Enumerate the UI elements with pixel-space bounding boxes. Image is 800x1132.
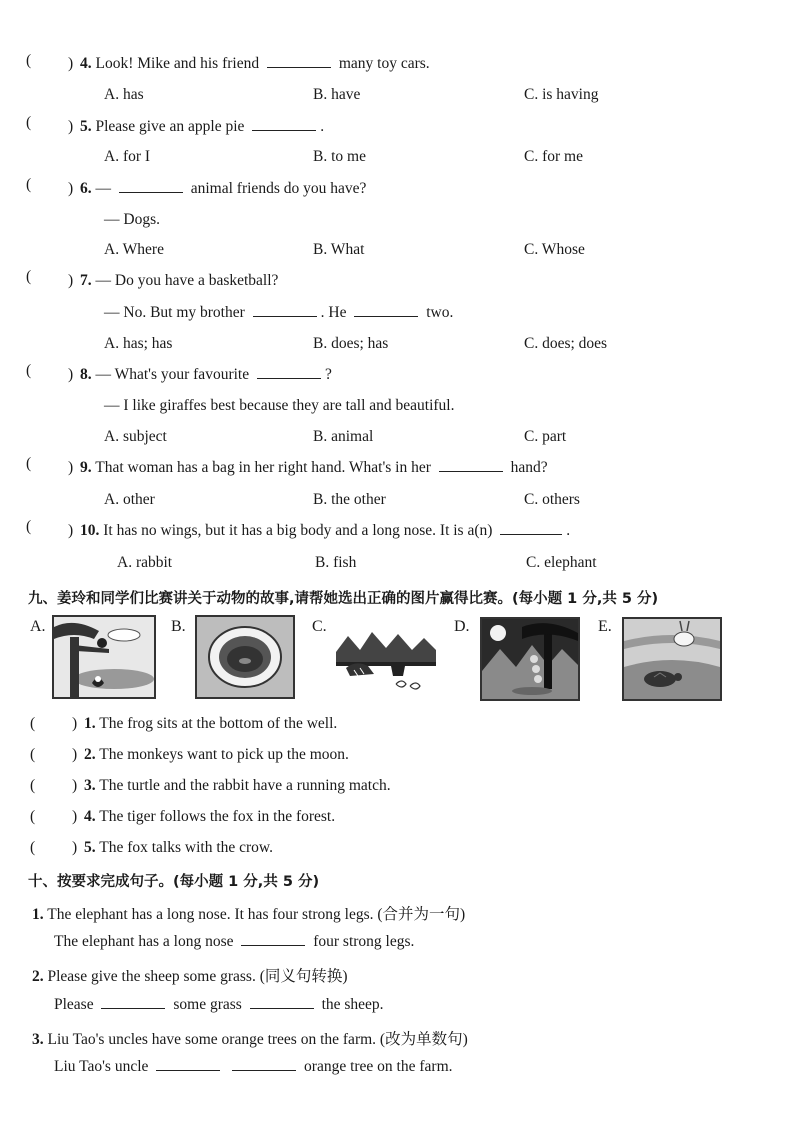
answer-bracket-open: ( — [26, 518, 32, 535]
option-a: A. rabbit — [117, 554, 173, 571]
item-number: 3. — [32, 1031, 44, 1048]
answer-bracket-close: ) — [68, 366, 74, 383]
matching-sentence — [84, 808, 335, 826]
option-c: C. is having — [524, 86, 599, 103]
option-b: B. to me — [313, 148, 366, 165]
question-text: It has no wings, but it has a big body and a long nose. It is a(n) — [103, 522, 493, 539]
answer-text: The elephant has a long nose — [54, 933, 234, 950]
question-number: 6. — [80, 180, 92, 197]
picture-tiger-and-fox — [334, 620, 438, 700]
answer-bracket-close: ) — [72, 777, 78, 794]
question-line — [80, 180, 366, 198]
answer-bracket-open: ( — [30, 808, 36, 825]
picture-label-e: E. — [598, 618, 612, 635]
option-c: C. for me — [524, 148, 583, 165]
picture-label-c: C. — [312, 618, 327, 635]
option-c: C. others — [524, 491, 580, 508]
fox-crow-illustration — [54, 617, 154, 697]
answer-text: the sheep. — [321, 996, 384, 1013]
answer-blank[interactable] — [267, 66, 331, 68]
question-line — [80, 366, 332, 384]
option-b: B. fish — [315, 554, 357, 571]
answer-bracket-open: ( — [26, 268, 32, 285]
answer-bracket-open: ( — [30, 839, 36, 856]
option-a: A. Where — [104, 241, 164, 258]
question-text: Please give an apple pie — [95, 118, 245, 135]
item-text: The fox talks with the crow. — [99, 839, 273, 856]
rewrite-answer-line — [54, 933, 414, 951]
prompt-text: Please give the sheep some grass. (同义句转换) — [47, 968, 348, 985]
question-text: — Do you have a basketball? — [95, 272, 279, 289]
question-line — [80, 118, 324, 136]
question-text: many toy cars. — [338, 55, 430, 72]
rewrite-answer-line — [54, 996, 384, 1014]
answer-bracket-open: ( — [30, 715, 36, 732]
option-a: A. has — [104, 86, 144, 103]
question-text: ? — [324, 366, 332, 383]
item-number: 2. — [32, 968, 44, 985]
answer-blank[interactable] — [119, 191, 183, 193]
rewrite-answer-line — [54, 1058, 453, 1076]
answer-text: Liu Tao's uncle — [54, 1058, 149, 1075]
question-line — [80, 459, 548, 477]
matching-sentence — [84, 777, 391, 795]
answer-line: — I like giraffes best because they are tall and beautiful. — [104, 397, 455, 414]
section-9-heading: 九、姜玲和同学们比赛讲关于动物的故事,请帮她选出正确的图片赢得比赛。(每小题 1 分,共 5 分) — [28, 591, 659, 607]
answer-bracket-close: ) — [72, 715, 78, 732]
option-b: B. have — [313, 86, 361, 103]
answer-blank[interactable] — [250, 1007, 314, 1009]
question-number: 4. — [80, 55, 92, 72]
option-c: C. elephant — [526, 554, 597, 571]
item-text: The turtle and the rabbit have a running match. — [99, 777, 391, 794]
answer-bracket-open: ( — [26, 176, 32, 193]
question-number: 10. — [80, 522, 100, 539]
answer-blank[interactable] — [101, 1007, 165, 1009]
option-a: A. for I — [104, 148, 151, 165]
question-number: 7. — [80, 272, 92, 289]
option-a: A. has; has — [104, 335, 173, 352]
answer-bracket-close: ) — [72, 808, 78, 825]
answer-bracket-close: ) — [68, 118, 74, 135]
option-c: C. Whose — [524, 241, 585, 258]
prompt-text: The elephant has a long nose. It has four strong legs. (合并为一句) — [47, 906, 466, 923]
option-a: A. other — [104, 491, 155, 508]
option-b: B. the other — [313, 491, 386, 508]
answer-bracket-open: ( — [26, 455, 32, 472]
answer-bracket-open: ( — [26, 52, 32, 69]
picture-label-b: B. — [171, 618, 186, 635]
question-number: 9. — [80, 459, 92, 476]
question-text: — What's your favourite — [95, 366, 250, 383]
well-illustration — [197, 617, 293, 697]
option-c: C. part — [524, 428, 567, 445]
matching-sentence — [84, 715, 337, 733]
item-number: 1. — [84, 715, 96, 732]
question-text: . — [566, 522, 571, 539]
answer-text: Please — [54, 996, 94, 1013]
question-text: hand? — [510, 459, 548, 476]
monkeys-moon-illustration — [482, 619, 578, 699]
rewrite-prompt — [32, 964, 348, 986]
option-b: B. What — [313, 241, 365, 258]
option-c: C. does; does — [524, 335, 608, 352]
item-text: The monkeys want to pick up the moon. — [99, 746, 349, 763]
rewrite-prompt — [32, 902, 465, 924]
answer-bracket-close: ) — [72, 839, 78, 856]
question-number: 8. — [80, 366, 92, 383]
question-number: 5. — [80, 118, 92, 135]
answer-blank[interactable] — [257, 377, 321, 379]
picture-monkeys-and-moon — [480, 617, 580, 701]
picture-label-a: A. — [30, 618, 46, 635]
question-text: animal friends do you have? — [190, 180, 367, 197]
answer-bracket-open: ( — [30, 746, 36, 763]
section-10-heading: 十、按要求完成句子。(每小题 1 分,共 5 分) — [28, 874, 320, 890]
question-text: — — [95, 180, 115, 197]
tiger-fox-illustration — [336, 622, 436, 698]
question-line — [80, 522, 570, 540]
answer-bracket-close: ) — [72, 746, 78, 763]
answer-bracket-close: ) — [68, 272, 74, 289]
option-b: B. animal — [313, 428, 374, 445]
answer-blank[interactable] — [232, 1069, 296, 1071]
picture-fox-and-crow — [52, 615, 156, 699]
answer-blank[interactable] — [253, 315, 317, 317]
answer-text: orange tree on the farm. — [304, 1058, 453, 1075]
option-a: A. subject — [104, 428, 167, 445]
question-text: . — [320, 118, 325, 135]
answer-text: four strong legs. — [313, 933, 415, 950]
picture-turtle-and-rabbit — [622, 617, 722, 701]
item-number: 4. — [84, 808, 96, 825]
answer-bracket-open: ( — [26, 362, 32, 379]
item-number: 3. — [84, 777, 96, 794]
question-text: two. — [426, 304, 454, 321]
answer-blank[interactable] — [252, 129, 316, 131]
item-text: The tiger follows the fox in the forest. — [99, 808, 336, 825]
option-b: B. does; has — [313, 335, 389, 352]
answer-line — [104, 304, 453, 322]
matching-sentence — [84, 746, 349, 764]
answer-bracket-close: ) — [68, 522, 74, 539]
answer-bracket-open: ( — [26, 114, 32, 131]
item-number: 5. — [84, 839, 96, 856]
question-text: That woman has a bag in her right hand. What's in her — [95, 459, 431, 476]
question-line — [80, 55, 430, 73]
rewrite-prompt — [32, 1027, 468, 1049]
picture-frog-in-well — [195, 615, 295, 699]
question-text: — No. But my brother — [104, 304, 245, 321]
answer-bracket-close: ) — [68, 180, 74, 197]
answer-blank[interactable] — [354, 315, 418, 317]
answer-blank[interactable] — [241, 944, 305, 946]
answer-bracket-close: ) — [68, 459, 74, 476]
matching-sentence — [84, 839, 273, 857]
answer-blank[interactable] — [500, 533, 562, 535]
answer-text: some grass — [173, 996, 242, 1013]
answer-blank[interactable] — [156, 1069, 220, 1071]
turtle-rabbit-illustration — [624, 619, 720, 699]
question-text: . He — [320, 304, 347, 321]
answer-bracket-open: ( — [30, 777, 36, 794]
question-line — [80, 272, 278, 290]
answer-blank[interactable] — [439, 470, 503, 472]
item-number: 2. — [84, 746, 96, 763]
item-number: 1. — [32, 906, 44, 923]
question-text: Look! Mike and his friend — [95, 55, 260, 72]
item-text: The frog sits at the bottom of the well. — [99, 715, 338, 732]
prompt-text: Liu Tao's uncles have some orange trees on the farm. (改为单数句) — [47, 1031, 468, 1048]
picture-label-d: D. — [454, 618, 470, 635]
answer-bracket-close: ) — [68, 55, 74, 72]
answer-line: — Dogs. — [104, 211, 160, 228]
